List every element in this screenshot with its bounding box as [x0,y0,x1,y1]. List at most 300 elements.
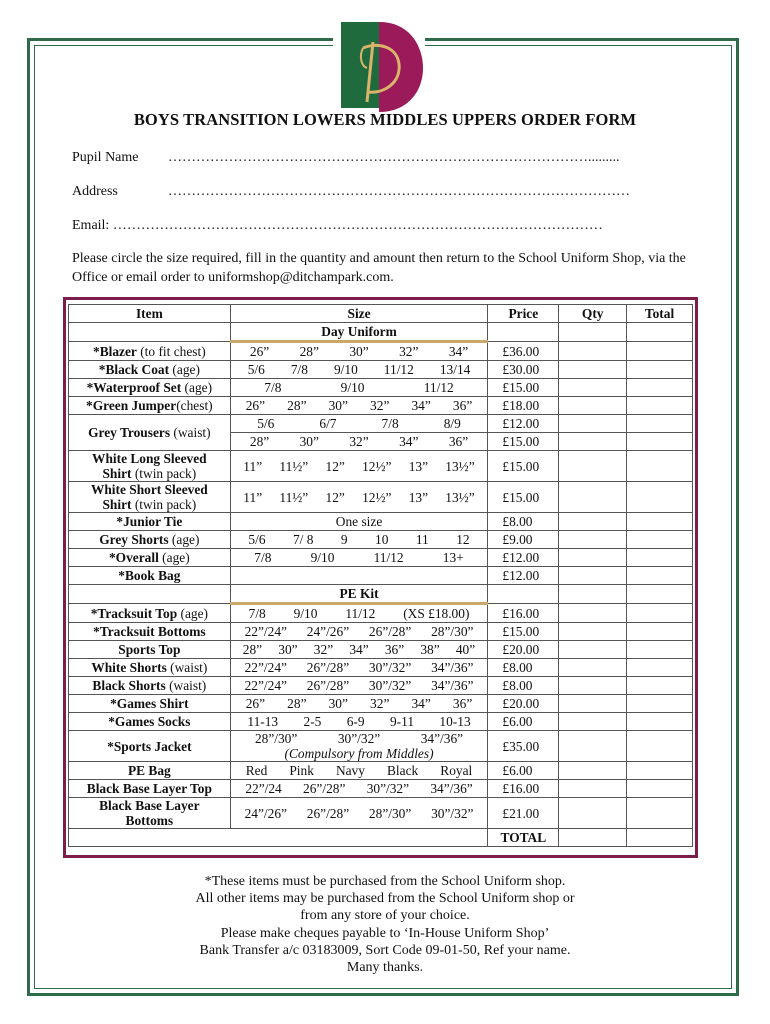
address-field[interactable] [72,184,630,200]
item-name: *Junior Tie [116,514,183,529]
size-options [231,532,488,547]
qty-cell[interactable] [559,659,627,677]
size-cell [230,451,488,482]
size-option[interactable]: 7/8 [381,416,399,431]
size-option[interactable]: 34”/36” [431,660,474,675]
price-cell: £16.00 [488,604,559,623]
size-cell [230,549,488,567]
size-options [231,550,488,565]
qty-cell[interactable] [559,677,627,695]
size-option[interactable]: 12” [325,489,345,505]
table-row [69,549,693,567]
size-cell [230,762,488,780]
header-total: Total [627,305,693,323]
size-option[interactable]: 28” [287,696,307,711]
total-cell[interactable] [627,342,693,361]
item-name: Black Base Layer [99,798,200,813]
section-spacer [488,323,559,342]
item-name: Black Shorts [92,678,166,693]
total-cell[interactable] [627,762,693,780]
size-option[interactable]: 10-13 [439,714,471,729]
size-option[interactable]: 7/ 8 [292,532,314,547]
total-qty-cell[interactable] [559,829,627,847]
total-cell[interactable] [627,695,693,713]
header-qty: Qty [559,305,627,323]
size-option[interactable]: 12 [456,532,470,547]
section-spacer [69,323,231,342]
size-option[interactable]: 26”/28” [306,660,350,675]
size-option[interactable]: Black [387,763,419,778]
item-cell [69,567,231,585]
size-option[interactable]: 28”/30” [368,805,412,821]
size-cell [230,531,488,549]
item-cell [69,513,231,531]
footer-line: *These items must be purchased from the School Uniform shop. [204,874,566,889]
price-cell: £12.00 [488,415,559,433]
size-option[interactable]: 11/12 [373,550,404,565]
item-name: *Waterproof Set [86,380,182,395]
grand-total-cell[interactable] [627,829,693,847]
section-spacer [559,323,627,342]
size-option[interactable]: Red [245,763,268,778]
qty-cell[interactable] [559,397,627,415]
size-cell [230,379,488,397]
item-note: (age) [158,550,190,565]
qty-cell[interactable] [559,567,627,585]
size-option[interactable]: 6/7 [319,416,337,431]
price-cell: £15.00 [488,433,559,451]
size-options [231,642,488,657]
size-option[interactable]: 11” [243,489,263,505]
size-options [231,678,488,693]
total-cell[interactable] [627,482,693,513]
size-option[interactable]: 10 [375,532,389,547]
item-name: Sports Top [118,642,181,657]
price-cell: £8.00 [488,659,559,677]
section-row [69,585,693,604]
item-cell [69,762,231,780]
size-option[interactable]: 26” [245,398,266,413]
size-option[interactable]: 12½” [362,489,392,505]
size-option[interactable]: 32” [313,642,334,657]
section-spacer [488,585,559,604]
size-option[interactable]: 34”/36” [420,731,464,746]
size-option[interactable]: 13” [408,458,429,474]
price-cell: £15.00 [488,623,559,641]
item-note: (waist) [165,678,207,693]
size-option[interactable]: 13+ [442,550,464,565]
size-option[interactable]: 28” [287,398,307,413]
size-option[interactable]: 5/6 [257,416,275,431]
table-row [69,604,693,623]
size-option[interactable]: 9/10 [340,380,365,395]
email-label: Email: [72,218,110,233]
item-name: Shirt [102,497,132,512]
table-row [69,379,693,397]
item-cell [69,623,231,641]
size-option[interactable]: 28” [299,344,319,359]
footer-notes [0,873,770,976]
price-cell: £36.00 [488,342,559,361]
item-name: *Sports Jacket [107,738,192,754]
table-row [69,731,693,762]
school-logo [333,8,425,120]
size-cell [230,677,488,695]
size-option[interactable]: 26” [245,696,266,711]
table-row [69,677,693,695]
price-cell: £35.00 [488,731,559,762]
size-option[interactable]: 9/10 [293,606,318,621]
total-cell[interactable] [627,567,693,585]
email-field[interactable] [72,218,603,234]
size-option[interactable]: 26”/28” [303,781,346,796]
size-cell [230,604,488,623]
size-options [231,696,488,711]
section-title: Day Uniform [230,323,488,342]
qty-cell[interactable] [559,731,627,762]
size-option[interactable]: 28” [242,642,263,657]
qty-cell[interactable] [559,641,627,659]
item-name: PE Bag [127,763,171,778]
item-name: White Long Sleeved [92,451,207,466]
price-cell: £20.00 [488,695,559,713]
size-option[interactable]: 26”/28” [368,624,412,639]
total-cell[interactable] [627,623,693,641]
item-name: *Green Jumper [86,398,177,413]
size-option[interactable]: 8/9 [443,416,461,431]
qty-cell[interactable] [559,549,627,567]
total-cell[interactable] [627,780,693,798]
size-option[interactable]: 12” [325,458,345,474]
size-cell [230,780,488,798]
size-options [231,806,488,821]
item-note: (twin pack) [131,497,197,512]
total-cell[interactable] [627,451,693,482]
item-note: (age) [168,532,200,547]
total-row [69,829,693,847]
size-option[interactable]: 13” [408,489,429,505]
item-name: *Overall [108,550,159,565]
item-name: Black Base Layer Top [86,781,212,796]
total-cell[interactable] [627,379,693,397]
size-options [231,731,488,746]
size-option[interactable]: 36” [452,398,473,413]
item-name: *Blazer [93,343,137,359]
price-cell: £18.00 [488,397,559,415]
item-note: (to fit chest) [136,343,206,359]
item-note: (waist) [166,660,208,675]
price-cell: £21.00 [488,798,559,829]
total-cell[interactable] [627,731,693,762]
size-option[interactable]: 32” [370,696,390,711]
instructions: Please circle the size required, fill in the quantity and amount then return to the School Uniform Shop, via the Office or email order to uniformshop@ditchampark.com. [72,251,686,285]
size-option[interactable]: 22”/24” [244,660,287,675]
size-option[interactable]: 12½” [362,458,392,474]
size-option[interactable]: 11-13 [247,714,279,729]
size-cell [230,713,488,731]
price-cell: £15.00 [488,379,559,397]
item-cell [69,677,231,695]
table-row [69,342,693,361]
item-name: Bottoms [125,813,174,828]
item-cell [69,731,231,762]
total-cell[interactable] [627,531,693,549]
size-options [231,459,488,474]
size-options [231,624,488,639]
header-size: Size [230,305,488,323]
item-cell [69,604,231,623]
size-option[interactable]: 26” [249,344,270,359]
size-options [231,344,488,359]
header-item: Item [69,305,231,323]
item-name: Shirt [102,466,132,481]
size-option[interactable]: 30”/32” [431,805,474,821]
total-cell[interactable] [627,549,693,567]
size-option[interactable]: 7/8 [254,550,272,565]
table-row [69,415,693,433]
size-option[interactable]: 38” [420,642,440,657]
size-option[interactable]: 11 [415,532,429,547]
size-options [231,434,488,449]
size-option[interactable]: Navy [335,763,365,778]
size-option[interactable]: 22”/24 [245,781,282,796]
total-cell[interactable] [627,415,693,433]
size-options [231,606,488,621]
table-row [69,361,693,379]
size-option[interactable]: 13/14 [439,362,471,377]
size-option[interactable]: 5/6 [248,532,266,547]
price-cell: £20.00 [488,641,559,659]
size-option[interactable]: 34”/36” [431,678,474,693]
size-option[interactable]: 28”/30” [431,624,474,639]
size-note: (Compulsory from Middles) [284,746,434,761]
item-name: *Tracksuit Bottoms [93,624,206,639]
price-cell: £9.00 [488,531,559,549]
size-option[interactable]: 34” [448,344,469,359]
size-option[interactable]: 11/12 [345,606,376,621]
total-cell[interactable] [627,798,693,829]
size-option[interactable]: 24”/26” [244,805,287,821]
qty-cell[interactable] [559,451,627,482]
qty-cell[interactable] [559,342,627,361]
size-option[interactable]: 22”/24” [244,678,287,693]
pupil-name-label: Pupil Name [72,150,139,165]
size-option[interactable]: 34”/36” [430,781,473,796]
item-name: *Games Socks [108,714,191,729]
qty-cell[interactable] [559,713,627,731]
size-option[interactable]: 7/8 [290,362,308,377]
qty-cell[interactable] [559,379,627,397]
size-option[interactable]: 2-5 [303,714,322,729]
size-option[interactable]: 30”/32” [368,678,412,693]
size-option[interactable]: 40” [455,642,476,657]
qty-cell[interactable] [559,604,627,623]
pupil-name-dots: ………………………………………………………………………………......... [168,150,620,165]
size-option[interactable]: 13½” [445,458,475,474]
size-option[interactable]: 30”/32” [368,660,412,675]
size-option[interactable]: 13½” [445,489,475,505]
qty-cell[interactable] [559,531,627,549]
item-cell [69,379,231,397]
size-options [231,714,488,729]
total-cell[interactable] [627,604,693,623]
size-cell [230,513,488,531]
size-options [231,660,488,675]
price-cell: £6.00 [488,762,559,780]
qty-cell[interactable] [559,695,627,713]
item-name: White Shorts [91,660,167,675]
order-table [68,304,693,847]
size-option[interactable]: 11½” [279,458,309,474]
size-option[interactable]: 26”/28” [306,678,350,693]
size-option[interactable]: 5/6 [247,362,265,377]
total-cell[interactable] [627,397,693,415]
item-cell [69,798,231,829]
total-cell[interactable] [627,641,693,659]
size-option[interactable]: 6-9 [346,714,365,729]
size-option[interactable]: 32” [399,344,419,359]
table-row [69,659,693,677]
pupil-name-field[interactable] [72,150,620,166]
qty-cell[interactable] [559,513,627,531]
footer-line: Many thanks. [346,960,424,976]
size-options [231,416,488,431]
total-cell[interactable] [627,361,693,379]
size-option[interactable]: 34” [399,434,419,449]
size-option[interactable]: 30” [299,434,319,449]
price-cell: £15.00 [488,451,559,482]
size-option[interactable]: 36” [384,642,405,657]
footer-line: from any store of your choice. [300,908,470,924]
size-cell [230,567,488,585]
size-option[interactable]: 32” [349,434,369,449]
size-option[interactable]: Pink [289,763,314,778]
qty-cell[interactable] [559,415,627,433]
item-cell [69,641,231,659]
price-cell: £16.00 [488,780,559,798]
item-cell [69,397,231,415]
size-option[interactable]: 36” [448,434,469,449]
item-name: White Short Sleeved [90,482,208,497]
size-option[interactable]: 32” [370,398,390,413]
item-cell [69,342,231,361]
size-option[interactable]: 9/10 [310,550,335,565]
item-name: Grey Shorts [99,532,169,547]
table-row [69,451,693,482]
size-option[interactable]: 7/8 [248,606,266,621]
size-option[interactable]: Royal [440,763,473,778]
size-cell [230,798,488,829]
item-name: *Tracksuit Top [90,605,178,621]
qty-cell[interactable] [559,780,627,798]
size-option[interactable]: 11½” [279,489,309,505]
size-option[interactable]: 36” [452,696,473,711]
qty-cell[interactable] [559,361,627,379]
size-option[interactable]: 30”/32” [337,731,381,746]
size-option[interactable]: 30” [278,642,298,657]
size-option[interactable]: 9 [340,532,348,547]
qty-cell[interactable] [559,798,627,829]
total-cell[interactable] [627,513,693,531]
size-option[interactable]: 22”/24” [244,624,287,639]
item-note: (twin pack) [131,466,197,481]
qty-cell[interactable] [559,623,627,641]
size-option[interactable]: (XS £18.00) [403,606,470,621]
price-cell: £12.00 [488,549,559,567]
qty-cell[interactable] [559,433,627,451]
price-cell: £15.00 [488,482,559,513]
total-cell[interactable] [627,659,693,677]
item-name: *Black Coat [98,362,170,377]
size-option[interactable]: 30” [328,398,348,413]
size-option[interactable]: 26”/28” [306,805,350,821]
table-row [69,641,693,659]
section-spacer [559,585,627,604]
item-cell [69,549,231,567]
footer-line: All other items may be purchased from the School Uniform shop or [195,891,575,907]
table-row [69,780,693,798]
size-option[interactable]: 11/12 [383,362,414,377]
size-options [231,398,488,413]
item-cell [69,415,231,451]
footer-line: Please make cheques payable to ‘In-House Uniform Shop’ [220,925,550,941]
size-option[interactable]: 7/8 [264,380,282,395]
table-row [69,513,693,531]
item-cell [69,659,231,677]
item-cell [69,451,231,482]
size-option[interactable]: 30” [349,344,369,359]
qty-cell[interactable] [559,482,627,513]
size-option[interactable]: 34” [349,642,369,657]
table-row [69,482,693,513]
size-cell [230,342,488,361]
size-option[interactable]: 28”/30” [254,731,298,746]
table-row [69,397,693,415]
size-cell [230,415,488,433]
size-option[interactable]: 34” [411,696,431,711]
item-name: *Book Bag [118,568,181,583]
size-option[interactable]: 9/10 [333,362,358,377]
size-option[interactable]: 11/12 [423,380,454,395]
size-option[interactable]: 11” [243,458,263,474]
size-option[interactable]: 30”/32” [366,781,410,796]
item-cell [69,713,231,731]
size-option[interactable]: One size [335,514,383,529]
size-option[interactable]: 9-11 [389,714,415,729]
size-cell [230,695,488,713]
total-cell[interactable] [627,677,693,695]
total-cell[interactable] [627,433,693,451]
size-cell [230,659,488,677]
form-title: BOYS TRANSITION LOWERS MIDDLES UPPERS ORDER FORM [133,110,637,129]
price-cell: £6.00 [488,713,559,731]
total-cell[interactable] [627,713,693,731]
size-option[interactable]: 28” [249,434,270,449]
size-cell [230,731,488,762]
qty-cell[interactable] [559,762,627,780]
size-cell [230,397,488,415]
item-note: (waist) [170,425,211,440]
size-options [231,514,488,529]
table-row [69,567,693,585]
item-note: (age) [169,362,200,377]
size-option[interactable]: 34” [411,398,431,413]
size-option[interactable]: 30” [328,696,348,711]
section-row [69,323,693,342]
size-option[interactable]: 24”/26” [306,624,350,639]
section-spacer [627,585,693,604]
size-cell [230,623,488,641]
